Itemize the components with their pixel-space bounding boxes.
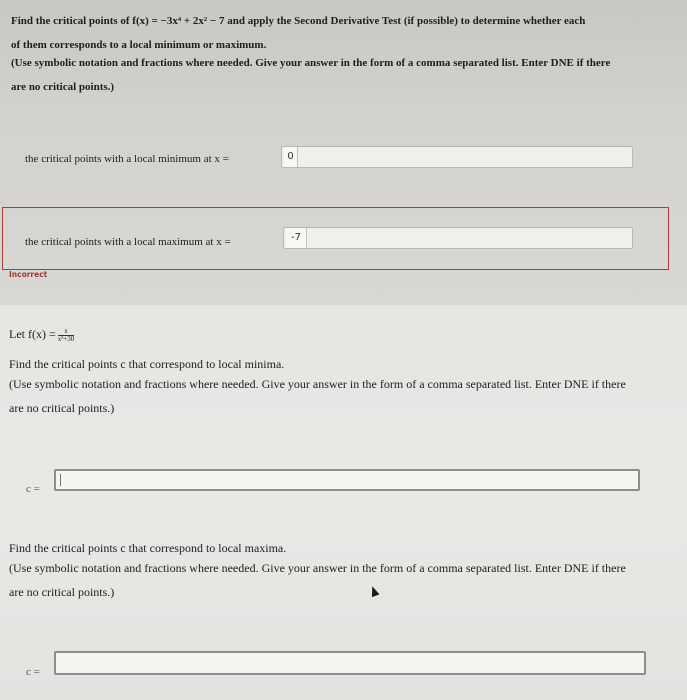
maxima-instructions-line-2: are no critical points.) bbox=[9, 585, 115, 599]
minima-instructions-line-2: are no critical points.) bbox=[9, 401, 115, 415]
incorrect-status-label: Incorrect bbox=[9, 270, 48, 279]
minima-instructions-line-1: (Use symbolic notation and fractions where needed. Give your answer in the form of a comma separated list. Enter DNE if there bbox=[9, 377, 626, 391]
function-fraction bbox=[58, 328, 75, 343]
local-minimum-label: the critical points with a local minimum at x = bbox=[25, 153, 229, 165]
maxima-c-label: c = bbox=[26, 666, 40, 678]
minima-c-label: c = bbox=[26, 483, 40, 495]
local-minimum-input[interactable] bbox=[281, 146, 633, 168]
local-maximum-label: the critical points with a local maximum at x = bbox=[25, 236, 231, 248]
minima-question: Find the critical points c that correspond to local minima. bbox=[9, 357, 285, 371]
maxima-question: Find the critical points c that correspond to local maxima. bbox=[9, 541, 287, 555]
local-maximum-input[interactable] bbox=[283, 227, 633, 249]
minima-answer-input[interactable] bbox=[54, 469, 640, 491]
problem-1-statement-line-2: of them corresponds to a local minimum or maximum. bbox=[11, 39, 267, 51]
local-minimum-value: 0 bbox=[284, 147, 298, 167]
fraction-denominator: x²+30 bbox=[57, 334, 75, 343]
fraction-numerator: x bbox=[58, 328, 75, 336]
problem-1-statement-line-1: Find the critical points of f(x) = −3x⁴ + 2x² − 7 and apply the Second Derivative Test (if possible) to determine whether each bbox=[11, 15, 586, 27]
function-definition-prefix: Let f(x) = bbox=[9, 327, 56, 341]
local-maximum-value: -7 bbox=[286, 228, 307, 248]
problem-1-instructions-line-2: are no critical points.) bbox=[11, 81, 115, 93]
text-cursor bbox=[60, 474, 61, 486]
function-definition bbox=[9, 326, 74, 343]
maxima-instructions-line-1: (Use symbolic notation and fractions where needed. Give your answer in the form of a comma separated list. Enter DNE if there bbox=[9, 561, 626, 575]
problem-1-instructions-line-1: (Use symbolic notation and fractions where needed. Give your answer in the form of a comma separated list. Enter DNE if there bbox=[11, 57, 611, 69]
maxima-answer-input[interactable] bbox=[54, 651, 646, 675]
